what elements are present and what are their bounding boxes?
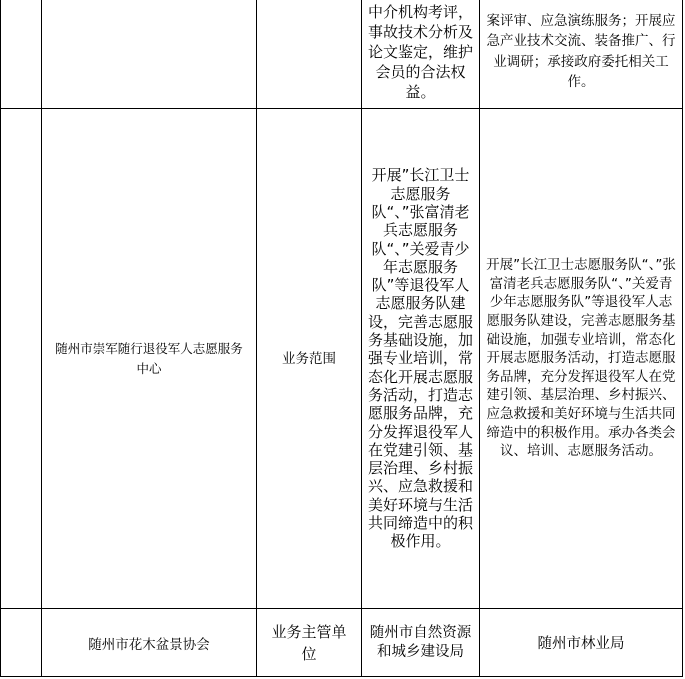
org-name-cell bbox=[42, 0, 257, 109]
old-content-cell: 随州市自然资源和城乡建设局 bbox=[362, 609, 480, 677]
new-content-cell: 案评审、应急演练服务；开展应急产业技术交流、装备推广、行业调研；承接政府委托相关工作。 bbox=[480, 0, 683, 109]
index-cell bbox=[1, 609, 42, 677]
category-cell bbox=[257, 0, 362, 109]
table-row bbox=[1, 109, 683, 609]
org-name-cell: 随州市花木盆景协会 bbox=[42, 609, 257, 677]
new-content-cell: 开展”长江卫士志愿服务队“、”张富清老兵志愿服务队“、”关爱青少年志愿服务队”等退役军人志愿服务队建设，完善志愿服务基础设施，加强专业培训，常态化开展志愿服务活动，打造志愿服务品牌，充分发挥退役军人在党建引领、基层治理、乡村振兴、应急救援和美好环境与生活共同缔造中的积极作用。承办各类会议、培训、志愿服务活动。 bbox=[480, 109, 683, 609]
category-cell: 业务主管单位 bbox=[257, 609, 362, 677]
index-cell bbox=[1, 0, 42, 109]
new-content-cell: 随州市林业局 bbox=[480, 609, 683, 677]
table-row bbox=[1, 0, 683, 109]
old-content-cell: 开展”长江卫士志愿服务队“、”张富清老兵志愿服务队“、”关爱青少年志愿服务队”等退役军人志愿服务队建设，完善志愿服务基础设施，加强专业培训，常态化开展志愿服务活动，打造志愿服务品牌，充分发挥退役军人在党建引领、基层治理、乡村振兴、应急救援和美好环境与生活共同缔造中的积极作用。 bbox=[362, 109, 480, 609]
old-content-cell: 中介机构考评，事故技术分析及论文鉴定，维护会员的合法权益。 bbox=[362, 0, 480, 109]
category-cell: 业务范围 bbox=[257, 109, 362, 609]
index-cell bbox=[1, 109, 42, 609]
table-row bbox=[1, 609, 683, 677]
org-name-cell: 随州市崇军随行退役军人志愿服务中心 bbox=[42, 109, 257, 609]
